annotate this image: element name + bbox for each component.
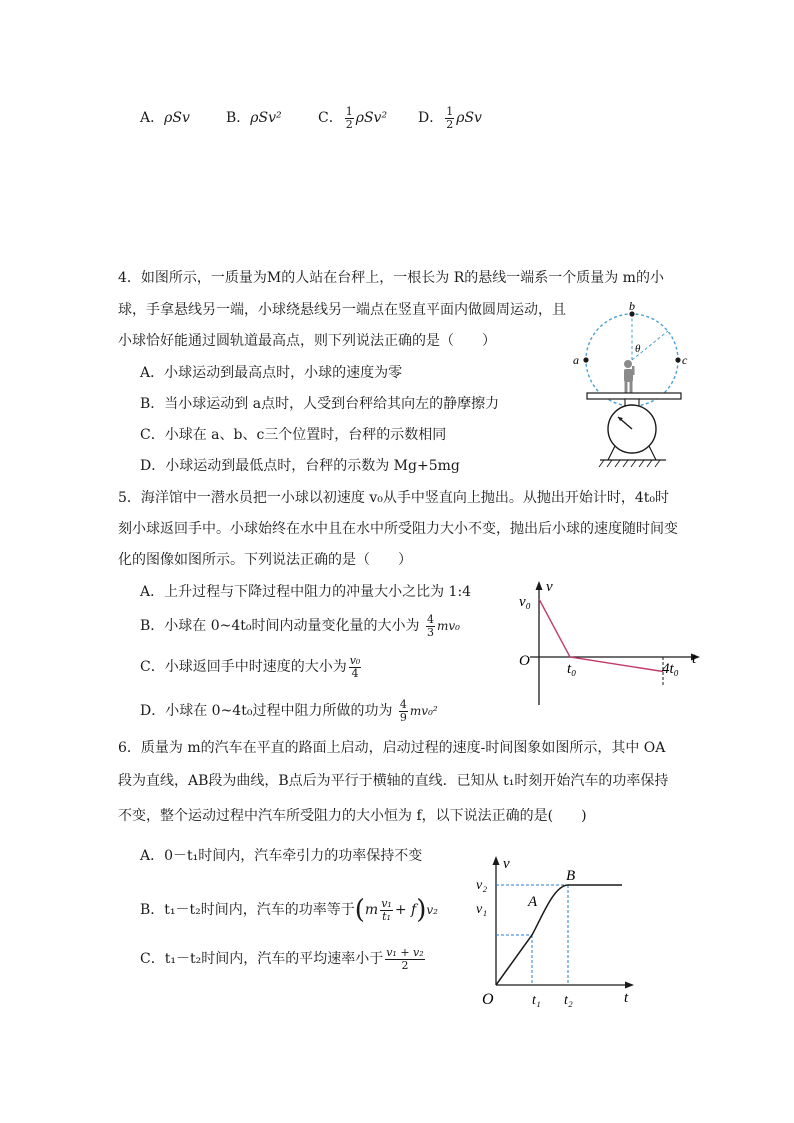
label-point-b: B (566, 868, 576, 884)
ball-c (675, 357, 680, 362)
scale-platform (587, 393, 681, 399)
q6-option-b[interactable]: B．t₁－t₂时间内，汽车的功率等于(m $\frac{\text{v₁}}{\text{t₁}}$ + f)v₂ (140, 895, 438, 925)
q6-stem-line2: 段为直线，AB段为曲线，B点后为平行于横轴的直线．已知从 t₁时刻开始汽车的功率保持 (118, 773, 669, 789)
label-v: v (546, 579, 553, 595)
q4-stem-line3: 小球恰好能通过圆轨道最高点，则下列说法正确的是（ ） (118, 333, 496, 349)
q4-stem-line1: 4．如图所示，一质量为M的人站在台秤上，一根长为 R的悬线一端系一个质量为 m的小 (118, 270, 664, 286)
q4-stem-line2: 球，手拿悬线另一端，小球绕悬线另一端点在竖直平面内做圆周运动，且 (118, 302, 566, 318)
q3-option-d[interactable]: D． $\frac{1}{2}$ ρSv (418, 104, 482, 131)
y-axis-arrow (536, 581, 543, 590)
label-t: t (692, 651, 697, 667)
velocity-line (539, 599, 663, 672)
label-v1: v₁ (476, 902, 488, 917)
q5-option-b[interactable]: B．小球在 0~4t₀时间内动量变化量的大小为 $\frac{4}{3}$ mv₀ (140, 612, 460, 639)
label-4t0: 4t₀ (662, 661, 679, 677)
velocity-curve (496, 885, 622, 985)
q5-stem-line3: 化的图像如图所示。下列说法正确的是（ ） (118, 552, 412, 568)
q5-stem-line1: 5．海洋馆中一潜水员把一小球以初速度 v₀从手中竖直向上抛出。从抛出开始计时，4t₀时 (118, 490, 670, 506)
scale-leg-left (608, 446, 615, 460)
q6-option-c[interactable]: C．t₁－t₂时间内，汽车的平均速率小于 $\frac{\text{v₁ + v₂}}{2}$ (140, 945, 424, 972)
q5-series-marks (539, 599, 663, 672)
q5-option-d[interactable]: D．小球在 0~4t₀过程中阻力所做的功为 $\frac{4}{9}$ mv₀² (140, 697, 438, 724)
q6-stem-line3: 不变，整个运动过程中汽车所受阻力的大小恒为 f，以下说法正确的是( ) (118, 808, 587, 824)
q4-option-c[interactable]: C．小球在 a、b、c三个位置时，台秤的示数相同 (140, 427, 447, 443)
label-c: c (682, 353, 688, 367)
q6-series-marks (496, 885, 622, 985)
label-b: b (629, 300, 635, 313)
q5-option-a[interactable]: A．上升过程与下降过程中阻力的冲量大小之比为 1:4 (140, 584, 472, 600)
q4-figure-scale (570, 300, 700, 475)
q3-option-c[interactable]: C． $\frac{1}{2}$ ρSv² (318, 104, 388, 131)
label-point-a: A (528, 894, 538, 910)
q4-option-b[interactable]: B．当小球运动到 a点时，人受到台秤给其向左的静摩擦力 (140, 396, 500, 412)
person-icon (624, 360, 635, 393)
ball-a (583, 357, 588, 362)
ground-hatching (599, 460, 660, 467)
q4-option-d[interactable]: D．小球运动到最低点时，台秤的示数为 Mg+5mg (140, 458, 460, 474)
label-v: v (503, 856, 510, 872)
label-a: a (573, 353, 579, 367)
q6-vt-chart (470, 852, 640, 1012)
y-axis-arrow (493, 856, 500, 865)
label-v2: v₂ (476, 878, 488, 893)
label-t2: t₂ (564, 993, 573, 1008)
scale-leg-right (649, 446, 656, 460)
x-axis-arrow (625, 982, 634, 989)
label-t0: t₀ (567, 661, 577, 677)
q4-option-a[interactable]: A．小球运动到最高点时，小球的速度为零 (140, 365, 403, 381)
q5-vt-chart (510, 575, 710, 710)
q3-option-a[interactable]: A．ρSv (140, 110, 190, 126)
label-origin: O (519, 653, 530, 669)
q5-stem-line2: 刻小球返回手中。小球始终在水中且在水中所受阻力大小不变，抛出后小球的速度随时间变 (118, 521, 678, 537)
label-theta: θ (635, 343, 641, 355)
label-v0: v₀ (519, 594, 531, 610)
q6-stem-line1: 6．质量为 m的汽车在平直的路面上启动，启动过程的速度-时间图象如图所示，其中 OA (118, 740, 666, 756)
label-origin: O (482, 991, 494, 1008)
q3-option-b[interactable]: B．ρSv² (226, 110, 282, 126)
q5-option-c[interactable]: C．小球返回手中时速度的大小为 $\frac{\text{v₀}}{4}$ (140, 653, 361, 680)
label-t1: t₁ (532, 993, 541, 1008)
label-t: t (624, 990, 629, 1006)
q6-option-a[interactable]: A．0－t₁时间内，汽车牵引力的功率保持不变 (140, 848, 423, 864)
